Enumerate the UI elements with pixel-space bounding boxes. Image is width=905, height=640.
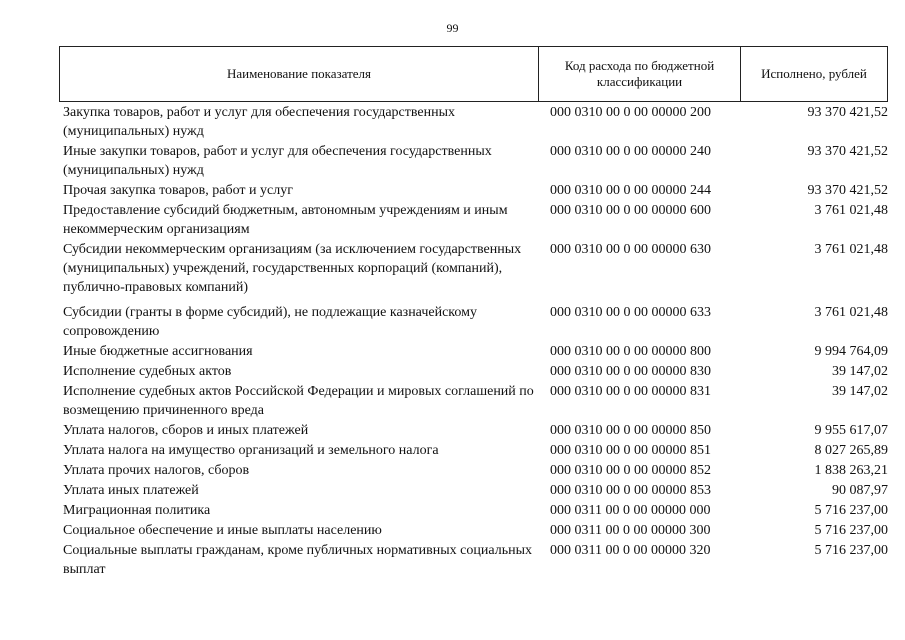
table-header <box>59 46 888 102</box>
table-row <box>59 142 888 180</box>
row-name: Уплата иных платежей <box>63 483 199 498</box>
table-row <box>59 181 888 200</box>
row-name: Миграционная политика <box>63 503 211 518</box>
row-code: 000 0310 00 0 00 00000 633 <box>550 305 711 320</box>
row-code: 000 0310 00 0 00 00000 800 <box>550 344 711 359</box>
row-name: Исполнение судебных актов <box>63 364 232 379</box>
table-row <box>59 421 888 440</box>
table-row <box>59 501 888 520</box>
table-row <box>59 240 888 297</box>
row-code: 000 0311 00 0 00 00000 300 <box>550 523 711 538</box>
header-amount: Исполнено, рублей <box>761 66 867 81</box>
row-name: Прочая закупка товаров, работ и услуг <box>63 183 293 198</box>
table-row <box>59 201 888 239</box>
row-name: Социальное обеспечение и иные выплаты населению <box>63 523 382 538</box>
row-amount: 39 147,02 <box>832 364 888 379</box>
row-code: 000 0310 00 0 00 00000 851 <box>550 443 711 458</box>
row-name: Субсидии (гранты в форме субсидий), не подлежащие казначейскому сопровождению <box>63 305 477 339</box>
row-code: 000 0310 00 0 00 00000 200 <box>550 105 711 120</box>
row-code: 000 0310 00 0 00 00000 630 <box>550 242 711 257</box>
row-amount: 3 761 021,48 <box>814 242 888 257</box>
row-name: Закупка товаров, работ и услуг для обеспечения государственных (муниципальных) нужд <box>63 105 456 139</box>
table-row <box>59 481 888 500</box>
table-row <box>59 461 888 480</box>
row-amount: 3 761 021,48 <box>814 203 888 218</box>
row-amount: 93 370 421,52 <box>807 183 888 198</box>
row-code: 000 0310 00 0 00 00000 830 <box>550 364 711 379</box>
page-number: 99 <box>446 21 459 35</box>
table-row <box>59 441 888 460</box>
row-amount: 5 716 237,00 <box>814 503 888 518</box>
row-amount: 3 761 021,48 <box>814 305 888 320</box>
table-row <box>59 541 888 579</box>
row-name: Иные бюджетные ассигнования <box>63 344 253 359</box>
row-amount: 9 955 617,07 <box>814 423 888 438</box>
row-name: Исполнение судебных актов Российской Федерации и мировых соглашений по возмещению причиненного вреда <box>63 384 534 418</box>
row-name: Уплата налогов, сборов и иных платежей <box>63 423 309 438</box>
table-row <box>59 362 888 381</box>
table-row <box>59 521 888 540</box>
row-amount: 93 370 421,52 <box>807 144 888 159</box>
row-code: 000 0310 00 0 00 00000 852 <box>550 463 711 478</box>
row-code: 000 0310 00 0 00 00000 853 <box>550 483 711 498</box>
row-code: 000 0310 00 0 00 00000 244 <box>550 183 711 198</box>
row-amount: 90 087,97 <box>832 483 888 498</box>
row-name: Уплата прочих налогов, сборов <box>63 463 250 478</box>
row-name: Иные закупки товаров, работ и услуг для обеспечения государственных (муниципальных) нужд <box>63 144 492 178</box>
row-amount: 9 994 764,09 <box>814 344 888 359</box>
row-amount: 5 716 237,00 <box>814 543 888 558</box>
table-row <box>59 382 888 420</box>
row-name: Уплата налога на имущество организаций и земельного налога <box>63 443 439 458</box>
header-name: Наименование показателя <box>60 47 539 101</box>
row-amount: 5 716 237,00 <box>814 523 888 538</box>
row-amount: 39 147,02 <box>832 384 888 399</box>
row-code: 000 0310 00 0 00 00000 831 <box>550 384 711 399</box>
row-amount: 93 370 421,52 <box>807 105 888 120</box>
row-amount: 1 838 263,21 <box>814 463 888 478</box>
row-name: Социальные выплаты гражданам, кроме публичных нормативных социальных выплат <box>63 543 532 577</box>
table-row <box>59 342 888 361</box>
table-row <box>59 103 888 141</box>
row-code: 000 0311 00 0 00 00000 320 <box>550 543 711 558</box>
row-code: 000 0310 00 0 00 00000 240 <box>550 144 711 159</box>
row-name: Субсидии некоммерческим организациям (за исключением государственных (муниципальных) учреждений, государственных корпораций (компаний), публично-правовых компаний) <box>63 242 522 295</box>
header-code: Код расхода по бюджетной классификации <box>539 47 741 101</box>
row-name: Предоставление субсидий бюджетным, автономным учреждениям и иным некоммерческим организациям <box>63 203 508 237</box>
table-body <box>59 103 888 580</box>
row-amount: 8 027 265,89 <box>814 443 888 458</box>
table-row <box>59 303 888 341</box>
row-code: 000 0311 00 0 00 00000 000 <box>550 503 711 518</box>
row-code: 000 0310 00 0 00 00000 600 <box>550 203 711 218</box>
row-code: 000 0310 00 0 00 00000 850 <box>550 423 711 438</box>
